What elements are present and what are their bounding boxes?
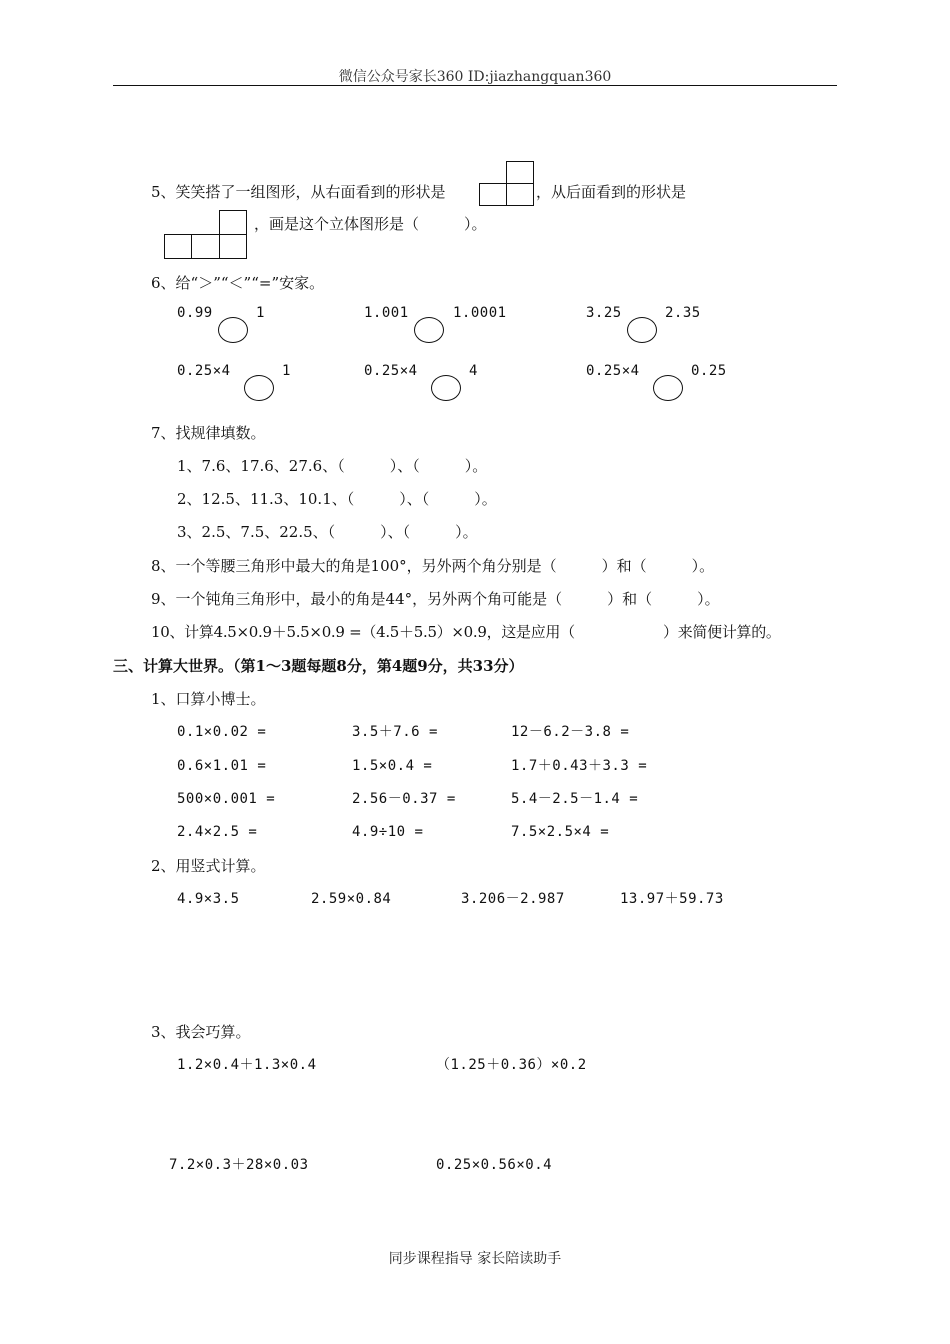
q6-r2c2-right: 4 (469, 363, 478, 379)
page-header: 微信公众号家长360 ID:jiazhangquan360 (338, 69, 612, 85)
vertical-calc-3: 3.206－2.987 (461, 891, 565, 907)
oral-r1c3: 12－6.2－3.8 = (511, 724, 630, 740)
q6-r1c1-right: 1 (256, 305, 265, 321)
oral-r1c2: 3.5＋7.6 = (352, 724, 438, 740)
smart-calc-4: 0.25×0.56×0.4 (436, 1157, 553, 1173)
section3-p1-title: 1、口算小博士。 (151, 690, 266, 708)
q5-line1b: ，从后面看到的形状是 (536, 183, 687, 201)
q6-r1c3-left: 3.25 (586, 305, 622, 321)
q5-line1a: 5、笑笑搭了一组图形，从右面看到的形状是 (151, 183, 446, 201)
page-footer: 同步课程指导 家长陪读助手 (388, 1251, 562, 1267)
oral-r3c2: 2.56－0.37 = (352, 791, 456, 807)
q6-r2c1-right: 1 (282, 363, 291, 379)
right-view-bottom-left-cell (479, 183, 507, 206)
oral-r4c2: 4.9÷10 = (352, 824, 424, 840)
q6-r1c3-compare-oval[interactable] (627, 317, 657, 343)
right-view-bottom-right-cell (506, 183, 534, 206)
smart-calc-3: 7.2×0.3＋28×0.03 (169, 1157, 309, 1173)
oral-r3c3: 5.4－2.5－1.4 = (511, 791, 639, 807)
q8-text: 8、一个等腰三角形中最大的角是100°，另外两个角分别是（ ）和（ ）。 (151, 557, 715, 575)
oral-r2c2: 1.5×0.4 = (352, 758, 433, 774)
back-view-top-cell (219, 210, 247, 235)
oral-r1c1: 0.1×0.02 = (177, 724, 267, 740)
oral-r4c1: 2.4×2.5 = (177, 824, 258, 840)
q10-text: 10、计算4.5×0.9＋5.5×0.9 =（4.5＋5.5）×0.9，这是应用（ ）来简便计算的。 (151, 623, 781, 641)
section3-p3-title: 3、我会巧算。 (151, 1023, 251, 1041)
section3-title: 三、计算大世界。（第1～3题每题8分，第4题9分，共33分） (113, 657, 524, 675)
back-view-bottom-cell-3 (219, 234, 247, 259)
q7-item-2: 2、12.5、11.3、10.1、（ ）、（ ）。 (177, 490, 497, 508)
back-view-bottom-cell-1 (164, 234, 192, 259)
q6-r2c1-compare-oval[interactable] (244, 375, 274, 401)
q6-title: 6、给“＞”“＜”“=”安家。 (151, 274, 325, 292)
q7-item-3: 3、2.5、7.5、22.5、（ ）、（ ）。 (177, 523, 478, 541)
smart-calc-2: （1.25＋0.36）×0.2 (436, 1057, 587, 1073)
q9-text: 9、一个钝角三角形中，最小的角是44°，另外两个角可能是（ ）和（ ）。 (151, 590, 720, 608)
oral-r3c1: 500×0.001 = (177, 791, 276, 807)
q6-r1c2-left: 1.001 (364, 305, 409, 321)
q6-r1c3-right: 2.35 (665, 305, 701, 321)
q6-r2c3-left: 0.25×4 (586, 363, 640, 379)
q6-r1c1-compare-oval[interactable] (218, 317, 248, 343)
right-view-top-cell (506, 161, 534, 184)
vertical-calc-4: 13.97＋59.73 (620, 891, 724, 907)
oral-r2c1: 0.6×1.01 = (177, 758, 267, 774)
q6-r1c1-left: 0.99 (177, 305, 213, 321)
q5-line2: ，画是这个立体图形是（ ）。 (254, 215, 487, 233)
q6-r2c1-left: 0.25×4 (177, 363, 231, 379)
q7-item-1: 1、7.6、17.6、27.6、（ ）、（ ）。 (177, 457, 488, 475)
oral-r4c3: 7.5×2.5×4 = (511, 824, 610, 840)
header-rule (113, 85, 837, 86)
back-view-bottom-cell-2 (191, 234, 220, 259)
q7-title: 7、找规律填数。 (151, 424, 266, 442)
q6-r2c2-left: 0.25×4 (364, 363, 418, 379)
oral-r2c3: 1.7＋0.43＋3.3 = (511, 758, 648, 774)
q6-r1c2-compare-oval[interactable] (414, 317, 444, 343)
q6-r2c3-compare-oval[interactable] (653, 375, 683, 401)
vertical-calc-1: 4.9×3.5 (177, 891, 240, 907)
vertical-calc-2: 2.59×0.84 (311, 891, 392, 907)
smart-calc-1: 1.2×0.4＋1.3×0.4 (177, 1057, 317, 1073)
q6-r2c2-compare-oval[interactable] (431, 375, 461, 401)
q6-r2c3-right: 0.25 (691, 363, 727, 379)
section3-p2-title: 2、用竖式计算。 (151, 857, 266, 875)
q6-r1c2-right: 1.0001 (453, 305, 507, 321)
